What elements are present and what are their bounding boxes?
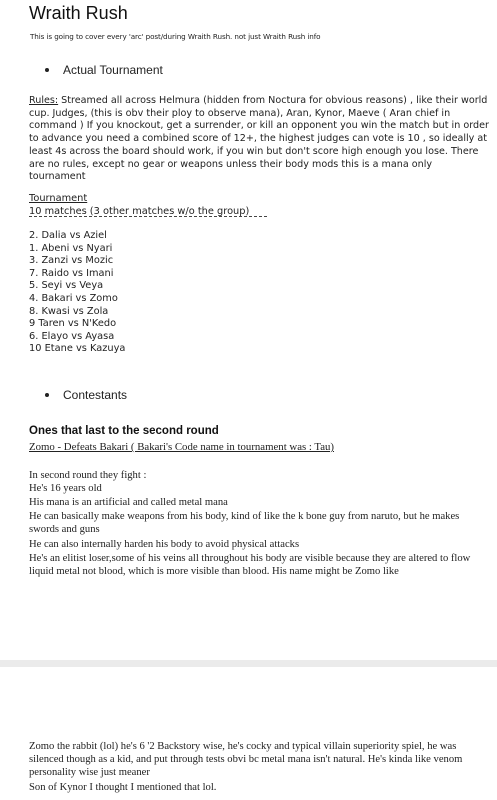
list-item: 9 Taren vs N'Kedo: [29, 318, 117, 330]
bullet-icon: [45, 68, 49, 72]
zomo-line-3: His mana is an artificial and called metal mana: [29, 497, 228, 508]
page2-line-2: Son of Kynor I thought I mentioned that lol.: [29, 782, 217, 793]
section-contestants: [45, 388, 127, 402]
zomo-line-2: He's 16 years old: [29, 483, 102, 494]
list-item: 1. Abeni vs Nyari: [29, 242, 113, 254]
tournament-subheading: 10 matches (3 other matches w/o the group): [29, 206, 250, 217]
page-break: [0, 660, 497, 667]
zomo-line-4: He can basically make weapons from his body, kind of like the k bone guy from naruto, but he makes swords and guns: [29, 511, 460, 536]
zomo-line-5: He can also internally harden his body to avoid physical attacks: [29, 539, 300, 550]
zomo-line-1: In second round they fight :: [29, 470, 147, 481]
list-item: 2. Dalia vs Aziel: [29, 230, 107, 241]
rules-label: Rules:: [29, 95, 59, 106]
list-item: 7. Raido vs Imani: [29, 267, 114, 279]
match-list: [29, 230, 125, 356]
section-actual-tournament-label: Actual Tournament: [63, 63, 163, 77]
rules-paragraph: [29, 95, 491, 184]
list-item: 10 Etane vs Kazuya: [29, 343, 126, 355]
dashed-divider: [29, 216, 267, 221]
rules-text: Streamed all across Helmura (hidden from Noctura for obvious reasons) , like their world cup. Judges, (this is obv their ploy to observe mana), Aran, Kynor, Maeve ( Aran chief in command ) If you knockout, get a surrender, or kill an opponent you win the match but in order to advance you need a combined score of 12+, the highest judges can vote is 10 , so ideally at least 4s across the board should work, if you win but don't score high enough you lose. There are no rules, except no gear or weapons unless their body mods this is a mana only tournament: [29, 95, 489, 183]
tournament-heading: Tournament: [29, 193, 88, 204]
list-item: 3. Zanzi vs Mozic: [29, 255, 114, 267]
page2-line-1: Zomo the rabbit (lol) he's 6 '2 Backstory wise, he's cocky and typical villain superiority spiel, he was silenced though as a kid, and put through tests obvi bc metal mana isn't natural. He's kinda like venom personality wise just meaner: [29, 741, 463, 779]
document-subtitle: This is going to cover every 'arc' post/during Wraith Rush. not just Wraith Rush info: [30, 32, 321, 41]
section-actual-tournament: [45, 63, 163, 77]
list-item: 5. Seyi vs Veya: [29, 280, 104, 292]
list-item: 6. Elayo vs Ayasa: [29, 330, 115, 342]
document-title: Wraith Rush: [29, 3, 128, 23]
second-round-heading: Ones that last to the second round: [29, 425, 219, 437]
list-item: 8. Kwasi vs Zola: [29, 305, 109, 317]
zomo-line-6: He's an elitist loser,some of his veins all throughout his body are visible because they are altered to flow liquid metal not blood, which is more visible than blood. His name might be Zomo like: [29, 553, 471, 578]
zomo-heading: Zomo - Defeats Bakari ( Bakari's Code name in tournament was : Tau): [29, 441, 335, 453]
bullet-icon: [45, 393, 49, 397]
section-contestants-label: Contestants: [63, 388, 128, 402]
list-item: 4. Bakari vs Zomo: [29, 292, 118, 304]
